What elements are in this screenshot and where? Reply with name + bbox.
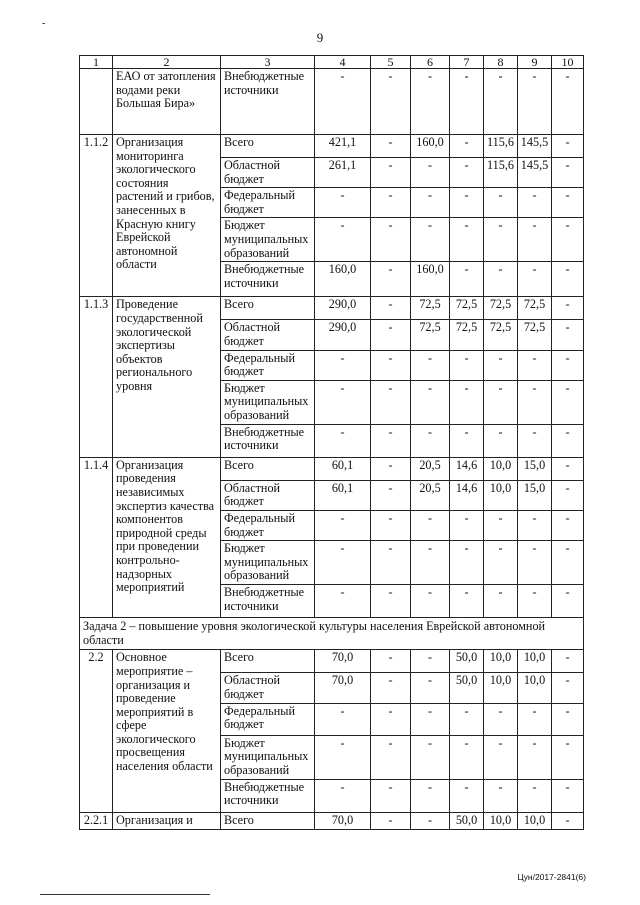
corner-marker: - <box>42 18 46 29</box>
amount-cell: - <box>371 673 411 703</box>
amount-cell: - <box>450 262 484 297</box>
funding-source: Областной бюджет <box>221 320 315 350</box>
amount-cell: - <box>411 703 450 735</box>
amount-cell: 115,6 <box>484 135 518 158</box>
table-row <box>80 812 584 829</box>
amount-cell: - <box>552 480 584 510</box>
item-name: Основное мероприятие – организация и проведение мероприятий в сфере экологического просвещения населения области <box>113 650 221 812</box>
amount-cell: - <box>552 424 584 457</box>
amount-cell: 115,6 <box>484 158 518 188</box>
amount-cell: - <box>484 735 518 779</box>
funding-source: Внебюджетные источники <box>221 69 315 135</box>
amount-cell: 10,0 <box>484 812 518 829</box>
amount-cell: - <box>552 135 584 158</box>
amount-cell: - <box>411 380 450 424</box>
amount-cell: 10,0 <box>518 812 552 829</box>
item-number: 1.1.4 <box>80 457 113 617</box>
amount-cell: - <box>450 69 484 135</box>
amount-cell: - <box>552 158 584 188</box>
item-number <box>80 69 113 135</box>
amount-cell: - <box>552 779 584 812</box>
amount-cell: 72,5 <box>518 297 552 320</box>
amount-cell: - <box>315 218 371 262</box>
column-header: 4 <box>315 56 371 69</box>
footer-rule <box>40 894 210 895</box>
item-number: 1.1.3 <box>80 297 113 457</box>
amount-cell: 14,6 <box>450 457 484 480</box>
amount-cell: 72,5 <box>484 320 518 350</box>
funding-source: Всего <box>221 297 315 320</box>
amount-cell: - <box>411 541 450 585</box>
amount-cell: 50,0 <box>450 673 484 703</box>
amount-cell: - <box>552 297 584 320</box>
amount-cell: - <box>484 69 518 135</box>
amount-cell: - <box>315 424 371 457</box>
column-header: 7 <box>450 56 484 69</box>
table-row <box>80 135 584 158</box>
amount-cell: - <box>315 380 371 424</box>
amount-cell: - <box>411 650 450 673</box>
amount-cell: - <box>518 510 552 540</box>
amount-cell: 70,0 <box>315 812 371 829</box>
amount-cell: - <box>552 380 584 424</box>
amount-cell: - <box>411 779 450 812</box>
column-header: 3 <box>221 56 315 69</box>
item-name: Организация мониторинга экологического состояния растений и грибов, занесенных в Красную книгу Еврейской автономной области <box>113 135 221 297</box>
amount-cell: - <box>371 457 411 480</box>
amount-cell: 15,0 <box>518 480 552 510</box>
amount-cell: 70,0 <box>315 650 371 673</box>
amount-cell: - <box>371 350 411 380</box>
amount-cell: - <box>315 585 371 618</box>
amount-cell: - <box>315 735 371 779</box>
amount-cell: - <box>315 188 371 218</box>
funding-source: Всего <box>221 457 315 480</box>
amount-cell: - <box>518 703 552 735</box>
page-number: 9 <box>316 30 324 45</box>
funding-source: Всего <box>221 135 315 158</box>
amount-cell: - <box>552 350 584 380</box>
amount-cell: - <box>411 69 450 135</box>
funding-source: Внебюджетные источники <box>221 585 315 618</box>
amount-cell: - <box>518 735 552 779</box>
amount-cell: - <box>484 779 518 812</box>
funding-source: Всего <box>221 650 315 673</box>
amount-cell: - <box>411 735 450 779</box>
amount-cell: - <box>371 158 411 188</box>
amount-cell: - <box>484 510 518 540</box>
amount-cell: 160,0 <box>315 262 371 297</box>
column-header: 10 <box>552 56 584 69</box>
amount-cell: - <box>371 69 411 135</box>
amount-cell: - <box>484 188 518 218</box>
amount-cell: - <box>411 188 450 218</box>
funding-source: Бюджет муниципальных образований <box>221 541 315 585</box>
amount-cell: - <box>484 424 518 457</box>
funding-source: Бюджет муниципальных образований <box>221 218 315 262</box>
amount-cell: - <box>450 585 484 618</box>
amount-cell: 290,0 <box>315 297 371 320</box>
column-header: 8 <box>484 56 518 69</box>
amount-cell: - <box>518 585 552 618</box>
amount-cell: - <box>315 510 371 540</box>
amount-cell: - <box>411 350 450 380</box>
item-number: 2.2.1 <box>80 812 113 829</box>
amount-cell: - <box>484 218 518 262</box>
funding-source: Внебюджетные источники <box>221 779 315 812</box>
amount-cell: - <box>371 424 411 457</box>
amount-cell: - <box>411 158 450 188</box>
amount-cell: - <box>315 703 371 735</box>
table-header-row <box>80 56 584 69</box>
amount-cell: 60,1 <box>315 480 371 510</box>
amount-cell: 10,0 <box>518 673 552 703</box>
item-name: ЕАО от затопления водами реки Большая Бира» <box>113 69 221 135</box>
amount-cell: 145,5 <box>518 135 552 158</box>
amount-cell: - <box>552 673 584 703</box>
amount-cell: - <box>371 812 411 829</box>
amount-cell: - <box>371 297 411 320</box>
amount-cell: - <box>411 218 450 262</box>
amount-cell: - <box>315 541 371 585</box>
amount-cell: 10,0 <box>518 650 552 673</box>
amount-cell: - <box>450 380 484 424</box>
amount-cell: - <box>484 380 518 424</box>
amount-cell: - <box>371 218 411 262</box>
amount-cell: - <box>371 541 411 585</box>
amount-cell: 160,0 <box>411 135 450 158</box>
funding-source: Областной бюджет <box>221 673 315 703</box>
amount-cell: 160,0 <box>411 262 450 297</box>
amount-cell: - <box>371 135 411 158</box>
amount-cell: - <box>484 541 518 585</box>
amount-cell: - <box>552 69 584 135</box>
amount-cell: - <box>552 585 584 618</box>
amount-cell: - <box>371 735 411 779</box>
budget-table <box>79 55 584 830</box>
amount-cell: - <box>518 188 552 218</box>
task-row <box>80 618 584 650</box>
funding-source: Областной бюджет <box>221 480 315 510</box>
amount-cell: 72,5 <box>411 320 450 350</box>
task-heading: Задача 2 – повышение уровня экологической культуры населения Еврейской автономной области <box>80 618 584 650</box>
column-header: 6 <box>411 56 450 69</box>
amount-cell: - <box>552 650 584 673</box>
amount-cell: - <box>552 541 584 585</box>
amount-cell: - <box>518 218 552 262</box>
amount-cell: - <box>450 779 484 812</box>
amount-cell: 261,1 <box>315 158 371 188</box>
amount-cell: - <box>450 541 484 585</box>
item-number: 1.1.2 <box>80 135 113 297</box>
amount-cell: - <box>371 188 411 218</box>
amount-cell: - <box>552 320 584 350</box>
amount-cell: 145,5 <box>518 158 552 188</box>
amount-cell: - <box>371 510 411 540</box>
amount-cell: - <box>518 350 552 380</box>
amount-cell: - <box>518 380 552 424</box>
amount-cell: - <box>552 812 584 829</box>
funding-source: Федеральный бюджет <box>221 350 315 380</box>
funding-source: Федеральный бюджет <box>221 188 315 218</box>
amount-cell: 10,0 <box>484 480 518 510</box>
amount-cell: 20,5 <box>411 457 450 480</box>
amount-cell: - <box>371 380 411 424</box>
item-number: 2.2 <box>80 650 113 812</box>
funding-source: Внебюджетные источники <box>221 262 315 297</box>
document-code: Цун/2017-2841(6) <box>517 872 586 882</box>
funding-source: Федеральный бюджет <box>221 703 315 735</box>
amount-cell: - <box>411 510 450 540</box>
amount-cell: 15,0 <box>518 457 552 480</box>
table-row <box>80 297 584 320</box>
amount-cell: - <box>450 218 484 262</box>
funding-source: Федеральный бюджет <box>221 510 315 540</box>
amount-cell: - <box>450 135 484 158</box>
amount-cell: - <box>450 188 484 218</box>
item-name: Организация и <box>113 812 221 829</box>
amount-cell: - <box>315 69 371 135</box>
amount-cell: - <box>450 350 484 380</box>
amount-cell: 50,0 <box>450 812 484 829</box>
amount-cell: - <box>484 262 518 297</box>
amount-cell: - <box>518 424 552 457</box>
amount-cell: - <box>484 350 518 380</box>
amount-cell: - <box>411 673 450 703</box>
amount-cell: - <box>411 424 450 457</box>
amount-cell: - <box>552 735 584 779</box>
amount-cell: - <box>518 779 552 812</box>
amount-cell: - <box>371 320 411 350</box>
amount-cell: - <box>552 703 584 735</box>
amount-cell: - <box>552 510 584 540</box>
amount-cell: - <box>518 262 552 297</box>
amount-cell: - <box>450 703 484 735</box>
amount-cell: 60,1 <box>315 457 371 480</box>
funding-source: Областной бюджет <box>221 158 315 188</box>
table-row <box>80 457 584 480</box>
amount-cell: 10,0 <box>484 673 518 703</box>
amount-cell: - <box>450 735 484 779</box>
amount-cell: 72,5 <box>484 297 518 320</box>
amount-cell: - <box>371 480 411 510</box>
funding-source: Бюджет муниципальных образований <box>221 380 315 424</box>
amount-cell: - <box>315 350 371 380</box>
amount-cell: - <box>552 262 584 297</box>
funding-source: Бюджет муниципальных образований <box>221 735 315 779</box>
amount-cell: 421,1 <box>315 135 371 158</box>
column-header: 5 <box>371 56 411 69</box>
table-row <box>80 650 584 673</box>
amount-cell: - <box>450 424 484 457</box>
amount-cell: - <box>552 188 584 218</box>
amount-cell: 20,5 <box>411 480 450 510</box>
funding-source: Внебюджетные источники <box>221 424 315 457</box>
amount-cell: 72,5 <box>450 320 484 350</box>
amount-cell: - <box>518 69 552 135</box>
amount-cell: 50,0 <box>450 650 484 673</box>
amount-cell: - <box>371 262 411 297</box>
amount-cell: - <box>315 779 371 812</box>
funding-source: Всего <box>221 812 315 829</box>
amount-cell: - <box>411 585 450 618</box>
amount-cell: - <box>450 510 484 540</box>
amount-cell: - <box>518 541 552 585</box>
amount-cell: 72,5 <box>518 320 552 350</box>
item-name: Организация проведения независимых экспертиз качества компонентов природной среды при проведении контрольно-надзорных мероприятий <box>113 457 221 617</box>
table-row <box>80 69 584 135</box>
amount-cell: 14,6 <box>450 480 484 510</box>
amount-cell: - <box>484 585 518 618</box>
column-header: 9 <box>518 56 552 69</box>
amount-cell: 70,0 <box>315 673 371 703</box>
amount-cell: 290,0 <box>315 320 371 350</box>
amount-cell: - <box>552 218 584 262</box>
amount-cell: - <box>450 158 484 188</box>
column-header: 2 <box>113 56 221 69</box>
amount-cell: - <box>371 585 411 618</box>
amount-cell: - <box>552 457 584 480</box>
item-name: Проведение государственной экологической экспертизы объектов регионального уровня <box>113 297 221 457</box>
column-header: 1 <box>80 56 113 69</box>
amount-cell: 72,5 <box>411 297 450 320</box>
amount-cell: - <box>371 650 411 673</box>
amount-cell: - <box>371 703 411 735</box>
amount-cell: - <box>411 812 450 829</box>
amount-cell: 10,0 <box>484 457 518 480</box>
amount-cell: - <box>484 703 518 735</box>
amount-cell: - <box>371 779 411 812</box>
amount-cell: 10,0 <box>484 650 518 673</box>
amount-cell: 72,5 <box>450 297 484 320</box>
